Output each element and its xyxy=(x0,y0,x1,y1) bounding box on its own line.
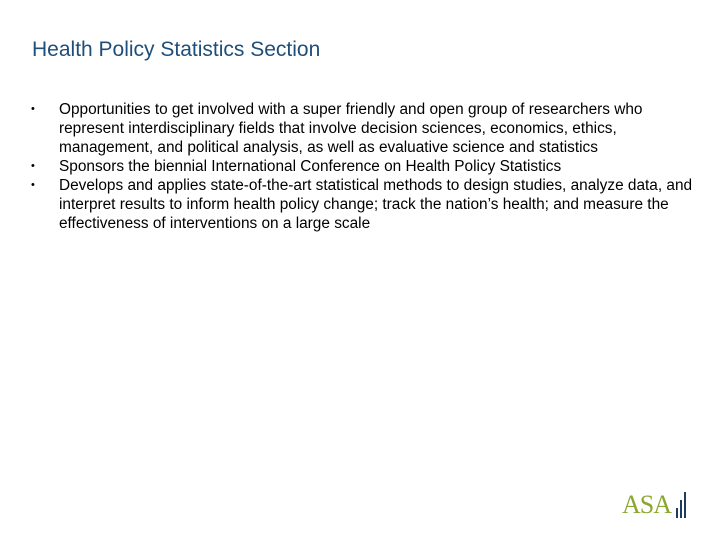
bullet-dot-icon: • xyxy=(31,179,35,191)
bullet-text: Develops and applies state-of-the-art statistical methods to design studies, analyze data, and interpret results to inform health policy change; track the nation’s health; and measure the effectiveness of interventions on a large scale xyxy=(59,177,693,232)
bullet-item xyxy=(30,176,700,233)
bullet-dot-icon: • xyxy=(31,103,35,115)
bullet-dot-icon: • xyxy=(31,160,35,172)
logo-bar xyxy=(680,500,682,518)
bullet-list xyxy=(30,100,700,233)
logo-bar xyxy=(676,508,678,518)
slide-title: Health Policy Statistics Section xyxy=(32,38,321,61)
bullet-text: Opportunities to get involved with a super friendly and open group of researchers who represent interdisciplinary fields that involve decision sciences, economics, ethics, management, and political analysis, as well as evaluative science and statistics xyxy=(59,101,643,156)
bullet-item xyxy=(30,157,700,176)
bullet-item xyxy=(30,100,700,157)
logo-bar xyxy=(684,492,686,518)
bullet-text: Sponsors the biennial International Conference on Health Policy Statistics xyxy=(59,158,562,175)
asa-logo xyxy=(622,488,686,518)
asa-logo-text: ASA xyxy=(621,490,671,519)
bar-chart-icon xyxy=(674,490,686,518)
